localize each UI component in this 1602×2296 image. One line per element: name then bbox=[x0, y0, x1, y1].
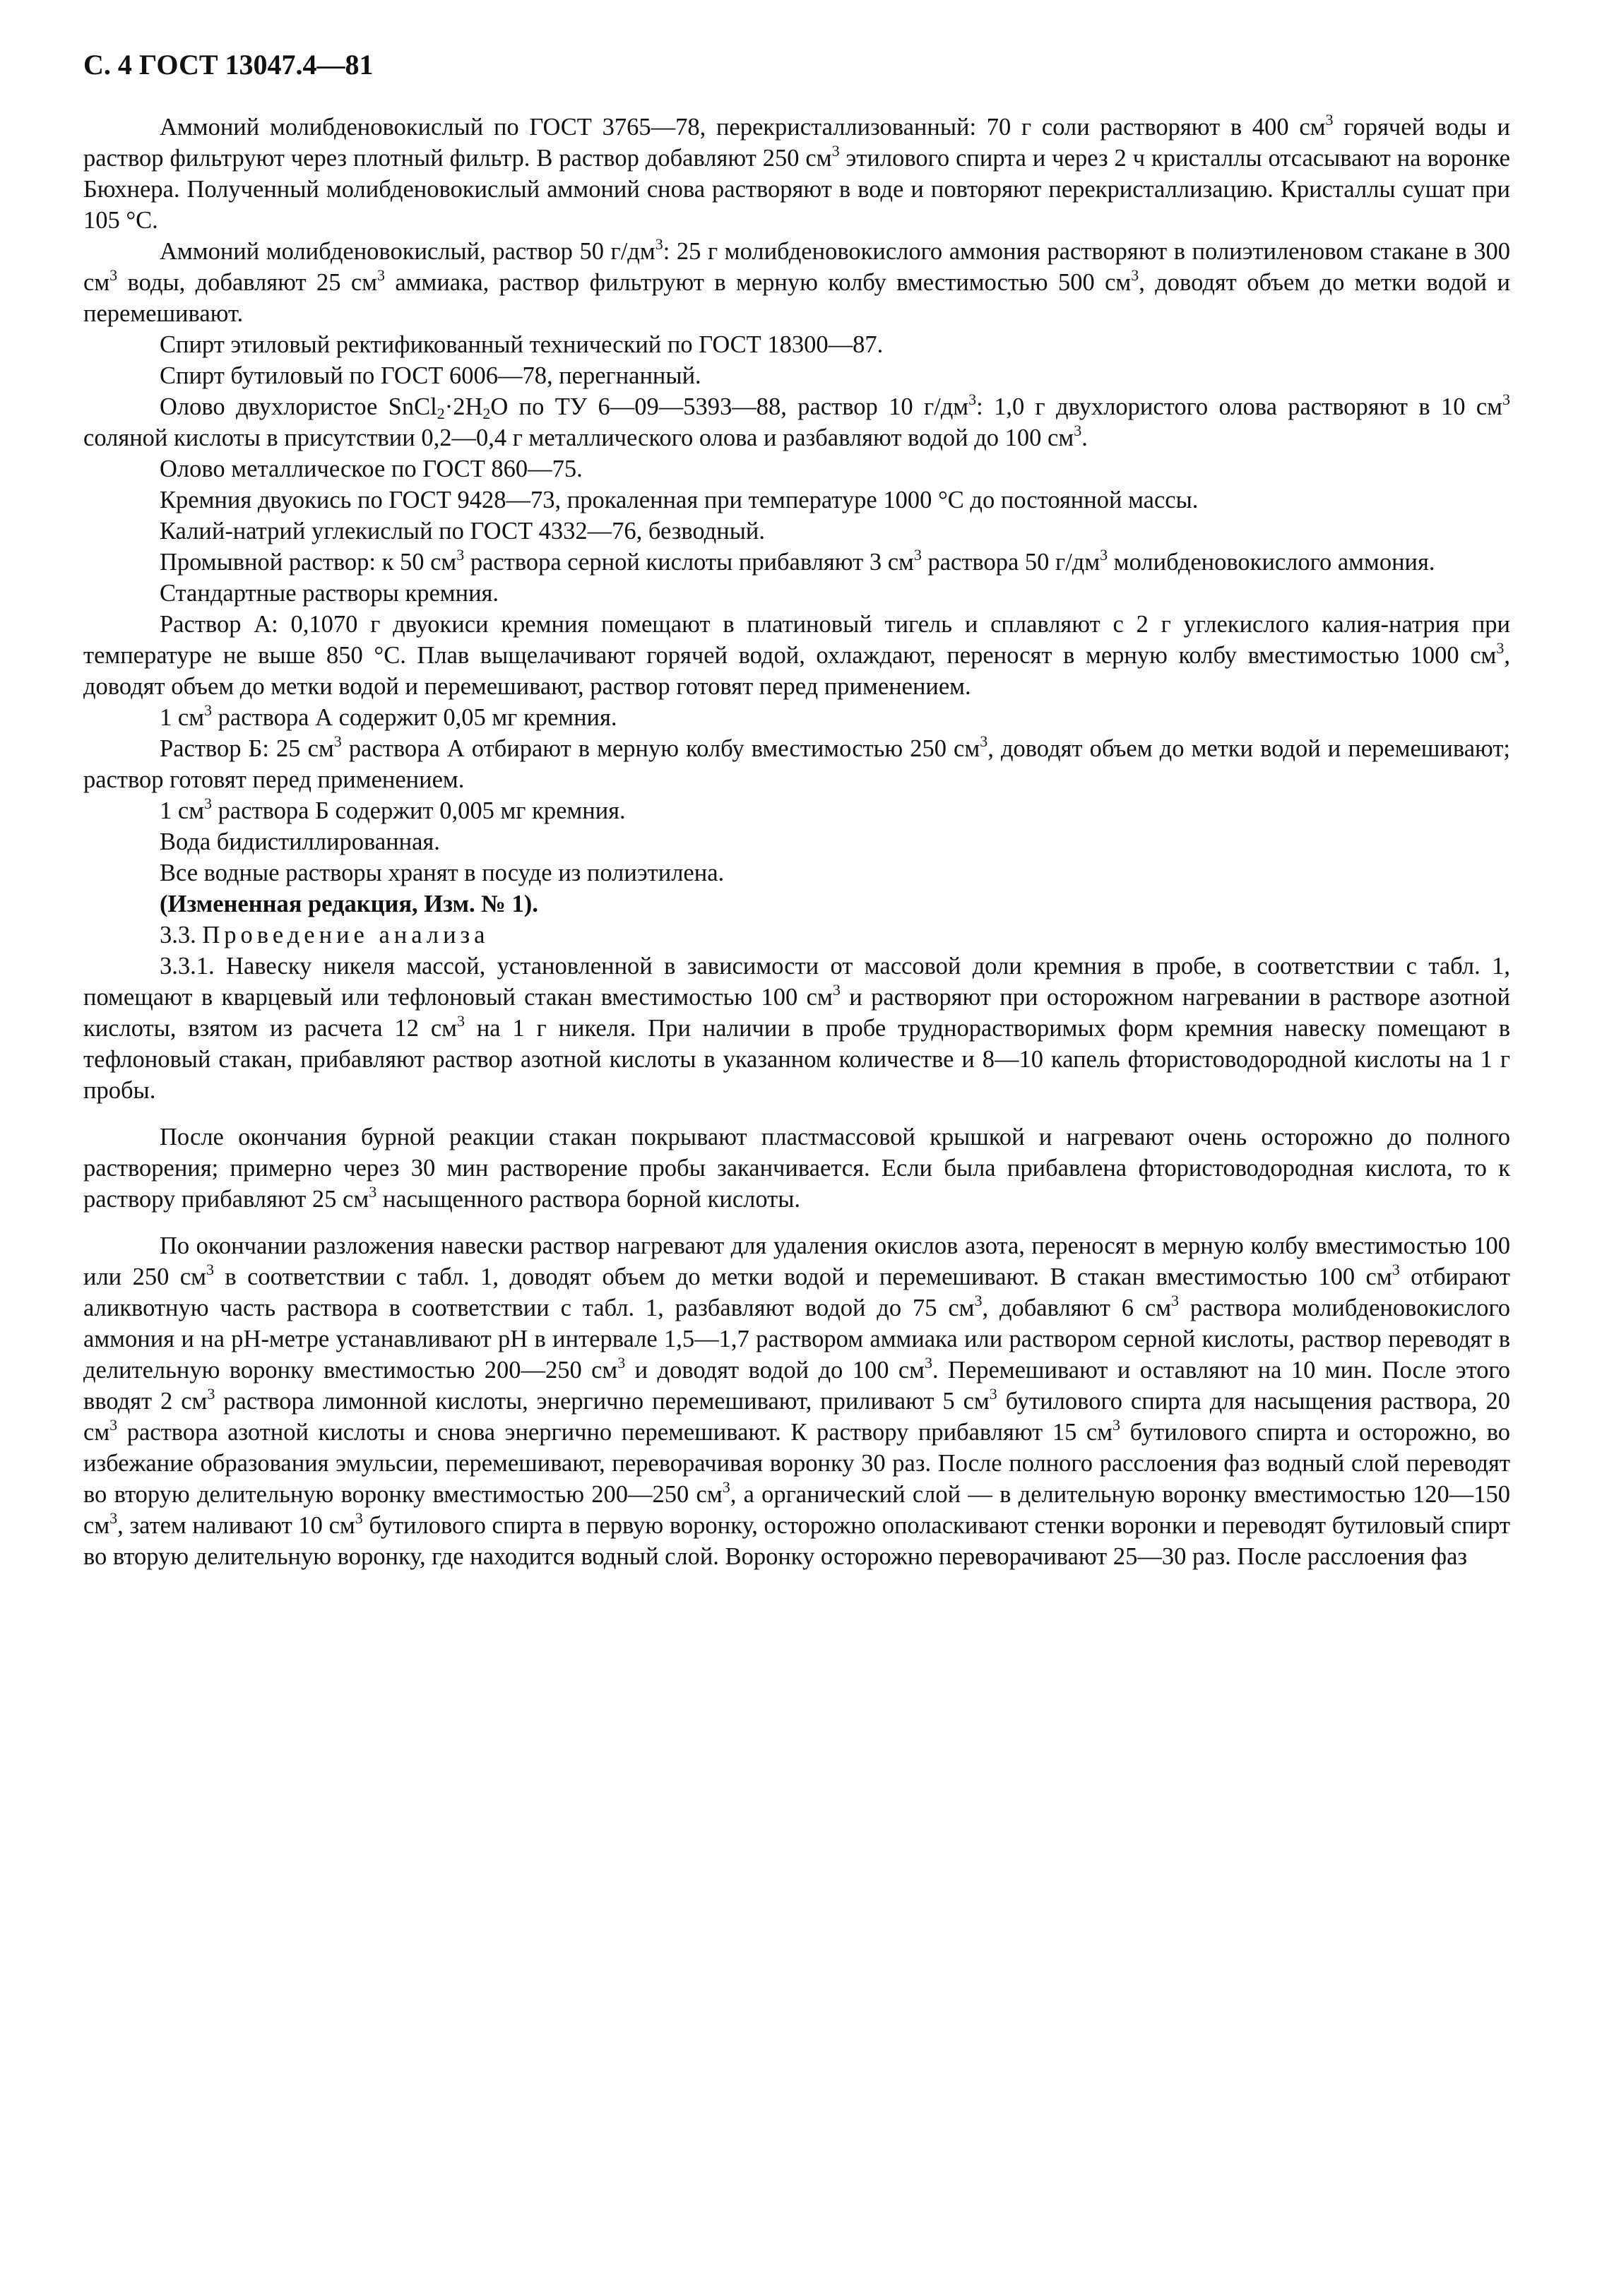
paragraph-20: После окончания бурной реакции стакан покрывают пластмассовой крышкой и нагревают очень осторожно до полного растворения; примерно через 30 мин растворение пробы заканчивается. Если была прибавлена фтористоводородная кислота, то к раствору прибавляют 25 $см^3$ насыщенного раствора борной кислоты. bbox=[83, 1124, 1510, 1213]
paragraph-17: (Измененная редакция, Изм. № 1). bbox=[160, 891, 538, 917]
paragraph-1: Аммоний молибденовокислый по ГОСТ 3765—78, перекристаллизованный: 70 г соли растворяют в 400 $см^3$ горячей воды и раствор фильтруют через плотный фильтр. В раствор добавляют 250 $см^3$ этилового спирта и через 2 ч кристаллы отсасывают на воронке Бюхнера. Полученный молибденовокислый аммоний снова растворяют в воде и повторяют перекристаллизацию. Кристаллы сушат при 105 °С. bbox=[83, 111, 1510, 234]
page-header: С. 4 ГОСТ 13047.4—81 bbox=[83, 49, 374, 81]
document-body bbox=[83, 112, 1510, 1572]
paragraph-10: Стандартные растворы кремния. bbox=[160, 580, 499, 607]
paragraph-21: По окончании разложения навески раствор нагревают для удаления окислов азота, переносят в мерную колбу вместимостью 100 или 250 $см^3$ в соответствии с табл. 1, доводят объем до метки водой и перемешивают. В стакан вместимостью 100 $см^3$ отбирают аликвотную часть раствора в соответствии с табл. 1, разбавляют водой до 75 $см^3$, добавляют 6 $см^3$ раствора молибденовокислого аммония и на рН-метре устанавливают рН в интервале 1,5—1,7 раствором аммиака или раствором серной кислоты, раствор переводят в делительную воронку вместимостью 200—250 $см^3$ и доводят водой до 100 $см^3$. Перемешивают и оставляют на 10 мин. После этого вводят 2 $см^3$ раствора лимонной кислоты, энергично перемешивают, приливают 5 $см^3$ бутилового спирта для насыщения раствора, 20 $см^3$ раствора азотной кислоты и снова энергично перемешивают. К раствору прибавляют 15 $см^3$ бутилового спирта и осторожно, во избежание образования эмульсии, перемешивают, переворачивая воронку 30 раз. После полного расслоения фаз водный слой переводят во вторую делительную воронку вместимостью 200—250 $см^3$, а органический слой — в делительную воронку вместимостью 120—150 $см^3$, затем наливают 10 $см^3$ бутилового спирта в первую воронку, осторожно ополаскивают стенки воронки и переводят бутиловый спирт во вторую делительную воронку, где находится водный слой. Воронку осторожно переворачивают 25—30 раз. После расслоения фаз bbox=[83, 1232, 1511, 1570]
paragraph-19: 3.3.1. Навеску никеля массой, установленной в зависимости от массовой доли кремния в пробе, в соответствии с табл. 1, помещают в кварцевый или тефлоновый стакан вместимостью 100 $см^3$ и растворяют при осторожном нагревании в растворе азотной кислоты, взятом из расчета 12 $см^3$ на 1 г никеля. При наличии в пробе труднорастворимых форм кремния навеску помещают в тефлоновый стакан, прибавляют раствор азотной кислоты в указанном количестве и 8—10 капель фтористоводородной кислоты на 1 г пробы. bbox=[83, 953, 1510, 1104]
paragraph-18: 3.3. Проведение анализа bbox=[160, 922, 490, 948]
paragraph-12: 1 $см^3$ раствора А содержит 0,05 мг кремния. bbox=[160, 701, 617, 731]
paragraph-5: Олово двухлористое $SnCl_2\cdot 2H_2O$ по ТУ 6—09—5393—88, раствор 10 $г/дм^3$: 1,0 г двухлористого олова растворяют в 10 $см^3$ соляной кислоты в присутствии 0,2—0,4 г металлического олова и разбавляют водой до 100 $см^3$. bbox=[83, 391, 1511, 451]
paragraph-3: Спирт этиловый ректификованный технический по ГОСТ 18300—87. bbox=[160, 331, 884, 358]
paragraph-8: Калий-натрий углекислый по ГОСТ 4332—76, безводный. bbox=[160, 518, 765, 545]
paragraph-6: Олово металлическое по ГОСТ 860—75. bbox=[160, 456, 583, 482]
paragraph-7: Кремния двуокись по ГОСТ 9428—73, прокаленная при температуре 1000 °С до постоянной массы. bbox=[160, 487, 1199, 513]
paragraph-2: Аммоний молибденовокислый, раствор 50 $г/дм^3$: 25 г молибденовокислого аммония растворяют в полиэтиленовом стакане в 300 $см^3$ воды, добавляют 25 $см^3$ аммиака, раствор фильтруют в мерную колбу вместимостью 500 $см^3$, доводят объем до метки водой и перемешивают. bbox=[83, 235, 1511, 327]
paragraph-14: 1 $см^3$ раствора Б содержит 0,005 мг кремния. bbox=[160, 795, 626, 824]
paragraph-11: Раствор А: 0,1070 г двуокиси кремния помещают в платиновый тигель и сплавляют с 2 г углекислого калия-натрия при температуре не выше 850 °С. Плав выщелачивают горячей водой, охлаждают, переносят в мерную колбу вместимостью 1000 $см^3$, доводят объем до метки водой и перемешивают, раствор готовят перед применением. bbox=[83, 611, 1510, 700]
paragraph-13: Раствор Б: 25 $см^3$ раствора А отбирают в мерную колбу вместимостью 250 $см^3$, доводят объем до метки водой и перемешивают; раствор готовят перед применением. bbox=[83, 732, 1510, 793]
paragraph-15: Вода бидистиллированная. bbox=[160, 828, 440, 855]
paragraph-16: Все водные растворы хранят в посуде из полиэтилена. bbox=[160, 859, 725, 886]
paragraph-9: Промывной раствор: к 50 $см^3$ раствора серной кислоты прибавляют 3 $см^3$ раствора 50 $г/дм^3$ молибденовокислого аммония. bbox=[160, 546, 1435, 576]
paragraph-4: Спирт бутиловый по ГОСТ 6006—78, перегнанный. bbox=[160, 362, 701, 389]
document-page bbox=[83, 48, 1510, 1572]
